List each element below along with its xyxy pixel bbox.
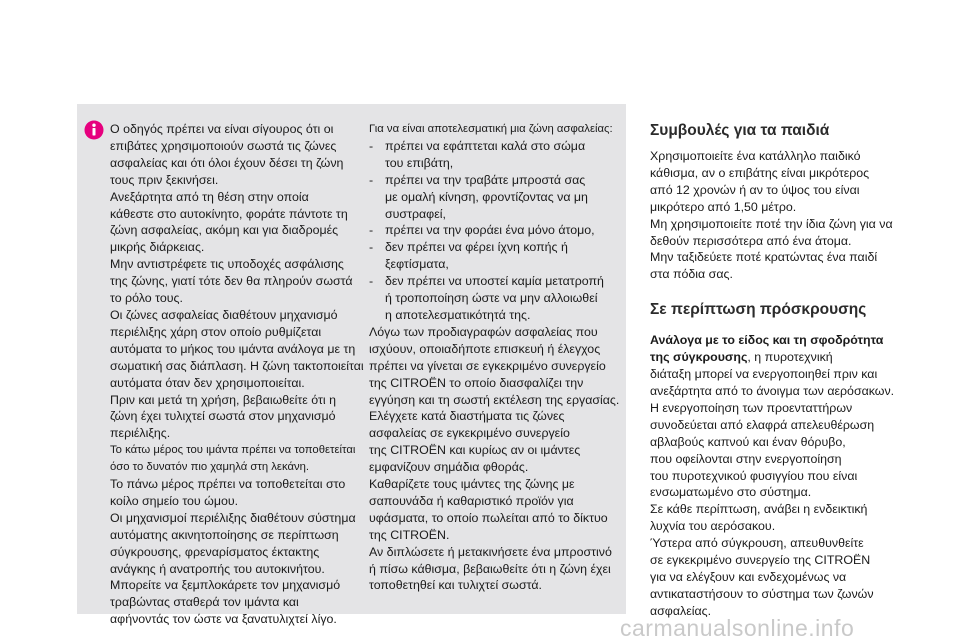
text-line: αυτόματα το μήκος του ιμάντα ανάλογα με τη <box>110 341 356 356</box>
bullet-dash: - <box>369 172 374 187</box>
collision-heading: Σε περίπτωση πρόσκρουσης <box>650 301 867 319</box>
text-line: σύγκρουσης, φρεναρίσματος έκτακτης <box>110 544 320 559</box>
text-line: Το κάτω μέρος του ιμάντα πρέπει να τοποθετείται <box>110 444 356 457</box>
bullet-text: πρέπει να την φοράει ένα μόνο άτομο, <box>385 223 595 238</box>
text-line: ισχύουν, οποιαδήποτε επισκευή ή έλεγχος <box>369 341 601 356</box>
text-line: το ρόλο τους. <box>110 291 183 306</box>
text-line: Πριν και μετά τη χρήση, βεβαιωθείτε ότι η <box>110 392 336 407</box>
text-line: κοίλο σημείο του ώμου. <box>110 493 239 508</box>
text-line: Μην αντιστρέφετε τις υποδοχές ασφάλισης <box>110 257 344 272</box>
bullet-dash <box>369 189 385 206</box>
text-line: περιέλιξης. <box>110 426 171 441</box>
text-line: εγγύηση και τη σωστή εκτέλεση της εργασίας. <box>369 392 620 407</box>
text-line: περιέλιξης χάρη στον οποίο ρυθμίζεται <box>110 324 322 339</box>
bullet-dash: - <box>369 223 374 238</box>
text-line: του πυροτεχνικού φυσιγγίου που είναι <box>650 468 858 483</box>
text-line: σε εγκεκριμένο συνεργείο της CITROËN <box>650 553 871 568</box>
text-line: Καθαρίζετε τους ιμάντες της ζώνης με <box>369 477 575 492</box>
text-line: αντικαταστήσουν το σύστημα των ζωνών <box>650 586 874 601</box>
text-line: Χρησιμοποιείτε ένα κατάλληλο παιδικό <box>650 149 861 163</box>
text-line: για να ελέγξουν και ενδεχομένως να <box>650 569 847 584</box>
text-line: δεθούν περισσότερα από ένα άτομα. <box>650 233 852 248</box>
bullet-text: πρέπει να την τραβάτε μπροστά σας <box>385 172 586 187</box>
text-line: μικρής διάρκειας. <box>110 240 205 255</box>
watermark: carmanualsonline.info <box>620 615 855 641</box>
text-line: ενσωματωμένο στο σύστημα. <box>650 485 812 500</box>
info-column <box>110 121 364 628</box>
text-line: συνοδεύεται από ελαφρά απελευθέρωση <box>650 417 875 432</box>
text-line: Αν διπλώσετε ή μετακινήσετε ένα μπροστινό <box>369 544 612 559</box>
text-line: Μπορείτε να ξεμπλοκάρετε τον μηχανισμό <box>110 578 341 593</box>
text-line: εμφανίζουν σημάδια φθοράς. <box>369 460 529 475</box>
text-line: ασφαλείας. <box>650 603 712 618</box>
text-line: αυτόματης ακινητοποίησης σε περίπτωση <box>110 527 339 542</box>
text-line: Σε κάθε περίπτωση, ανάβει η ενδεικτική <box>650 502 868 517</box>
text-line: αυτόματα όταν δεν χρησιμοποιείται. <box>110 375 305 390</box>
text-line: πρέπει να γίνεται σε εγκεκριμένο συνεργείο <box>369 358 606 373</box>
bullet-text: συστραφεί, <box>385 206 446 221</box>
bullet-dash <box>369 155 385 172</box>
bullet-item <box>369 206 627 223</box>
text-line: της CITROËN και κυρίως αν οι ιμάντες <box>369 443 581 458</box>
text-line: στα πόδια σας. <box>650 267 733 282</box>
text-line: ή πίσω κάθισμα, βεβαιωθείτε ότι η ζώνη έχει <box>369 561 611 576</box>
bullet-dash: - <box>369 240 374 255</box>
text-line: μικρότερο από 1,50 μέτρο. <box>650 199 797 214</box>
bullet-item <box>369 273 627 290</box>
text-line: ζώνη ασφαλείας, ακόμη και για διαδρομές <box>110 223 339 238</box>
bullet-item <box>369 222 627 239</box>
collision-bold-line-2: της σύγκρουσης, η πυροτεχνική <box>650 350 833 365</box>
bullet-dash: - <box>369 138 374 153</box>
text-line: όσο το δυνατόν πιο χαμηλά στη λεκάνη. <box>110 461 310 474</box>
seatbelt-effectiveness-column <box>369 121 627 594</box>
text-line: υφάσματα, το οποίο πωλείται από το δίκτυο <box>369 510 608 525</box>
text-line: της CITROËN. <box>369 527 450 542</box>
text-line: Οι μηχανισμοί περιέλιξης διαθέτουν σύστημα <box>110 510 356 525</box>
text-line: ασφαλείας σε εγκεκριμένο συνεργείο <box>369 426 570 441</box>
bullet-text: η αποτελεσματικότητά της. <box>385 307 531 322</box>
bullet-text: πρέπει να εφάπτεται καλά στο σώμα <box>385 138 586 153</box>
text-line: Το πάνω μέρος πρέπει να τοποθετείται στο <box>110 477 346 492</box>
bullet-item <box>369 189 627 206</box>
bullet-item <box>369 138 627 155</box>
text-line: επιβάτες χρησιμοποιούν σωστά τις ζώνες <box>110 138 337 153</box>
text-line: Μη χρησιμοποιείτε ποτέ την ίδια ζώνη για να <box>650 216 893 231</box>
text-line: ανάγκης ή ανατροπής του αυτοκινήτου. <box>110 561 325 576</box>
text-line: ασφαλείας και ότι όλοι έχουν δέσει τη ζώνη <box>110 155 344 170</box>
text-line: που οφείλονται στην ενεργοποίηση <box>650 451 842 466</box>
text-line: Η ενεργοποίηση των προενταττήρων <box>650 400 853 415</box>
text-line: διάταξη μπορεί να ενεργοποιηθεί πριν και <box>650 367 878 382</box>
info-icon <box>84 120 104 140</box>
bullet-text: ξεφτίσματα, <box>385 257 449 272</box>
bullet-text: δεν πρέπει να φέρει ίχνη κοπής ή <box>385 240 568 255</box>
bullet-item <box>369 239 627 256</box>
text-line: σωματική σας διάπλαση. Η ζώνη τακτοποιείται <box>110 358 364 373</box>
text-line: αβλαβούς καπνού και έναν θόρυβο, <box>650 434 846 449</box>
intro-line: Για να είναι αποτελεσματική μια ζώνη ασφαλείας: <box>369 123 613 135</box>
text-line: Λόγω των προδιαγραφών ασφαλείας που <box>369 324 598 339</box>
text-line: σαπουνάδα ή καθαριστικό προϊόν για <box>369 493 574 508</box>
bullet-dash <box>369 307 385 324</box>
text-line: Ο οδηγός πρέπει να είναι σίγουρος ότι οι <box>110 122 334 136</box>
text-line: κάθεστε στο αυτοκίνητο, φοράτε πάντοτε τη <box>110 206 348 221</box>
bullet-dash <box>369 206 385 223</box>
bullet-item <box>369 290 627 307</box>
text-line: Μην ταξιδεύετε ποτέ κρατώντας ένα παιδί <box>650 250 878 265</box>
children-advice-heading: Συμβουλές για τα παιδιά <box>650 122 830 139</box>
text-line: Ανεξάρτητα από τη θέση στην οποία <box>110 189 309 204</box>
bullet-text: δεν πρέπει να υποστεί καμία μετατροπή <box>385 274 604 289</box>
text-line: Οι ζώνες ασφαλείας διαθέτουν μηχανισμό <box>110 307 338 322</box>
text-line: τραβώντας σταθερά τον ιμάντα και <box>110 595 299 610</box>
text-line: κάθισμα, αν ο επιβάτης είναι μικρότερος <box>650 165 870 180</box>
text-line: τους πριν ξεκινήσει. <box>110 172 219 187</box>
bullet-item <box>369 256 627 273</box>
text-line: της CITROËN το οποίο διασφαλίζει την <box>369 375 584 390</box>
advice-column <box>650 121 910 620</box>
bullet-dash: - <box>369 274 374 289</box>
collision-text <box>650 366 910 620</box>
text-line: λυχνία του αερόσακου. <box>650 519 776 534</box>
text-line: Ελέγχετε κατά διαστήματα τις ζώνες <box>369 409 565 424</box>
text-line: τοποθετηθεί και τυλιχτεί σωστά. <box>369 578 542 593</box>
bullet-dash <box>369 290 385 307</box>
text-line: ανεξάρτητα από το άνοιγμα των αερόσακων. <box>650 383 895 398</box>
bullet-text: με ομαλή κίνηση, φροντίζοντας να μη <box>385 189 588 204</box>
children-advice-text <box>650 148 910 283</box>
bullet-text: ή τροποποίηση ώστε να μην αλλοιωθεί <box>385 291 598 306</box>
bullet-dash <box>369 256 385 273</box>
text-line: της ζώνης, γιατί τότε δεν θα πληρούν σωστά <box>110 274 353 289</box>
bullet-text: του επιβάτη, <box>385 155 454 170</box>
text-line: ζώνη έχει τυλιχτεί σωστά στον μηχανισμό <box>110 409 336 424</box>
bullet-item <box>369 172 627 189</box>
text-line: Ύστερα από σύγκρουση, απευθυνθείτε <box>650 536 864 551</box>
text-line: αφήνοντάς τον ώστε να ξανατυλιχτεί λίγο. <box>110 612 337 627</box>
bullet-item <box>369 307 627 324</box>
collision-bold-line: Ανάλογα με το είδος και τη σφοδρότητα <box>650 333 884 348</box>
bullet-item <box>369 155 627 172</box>
text-line: από 12 χρονών ή αν το ύψος του είναι <box>650 182 860 197</box>
